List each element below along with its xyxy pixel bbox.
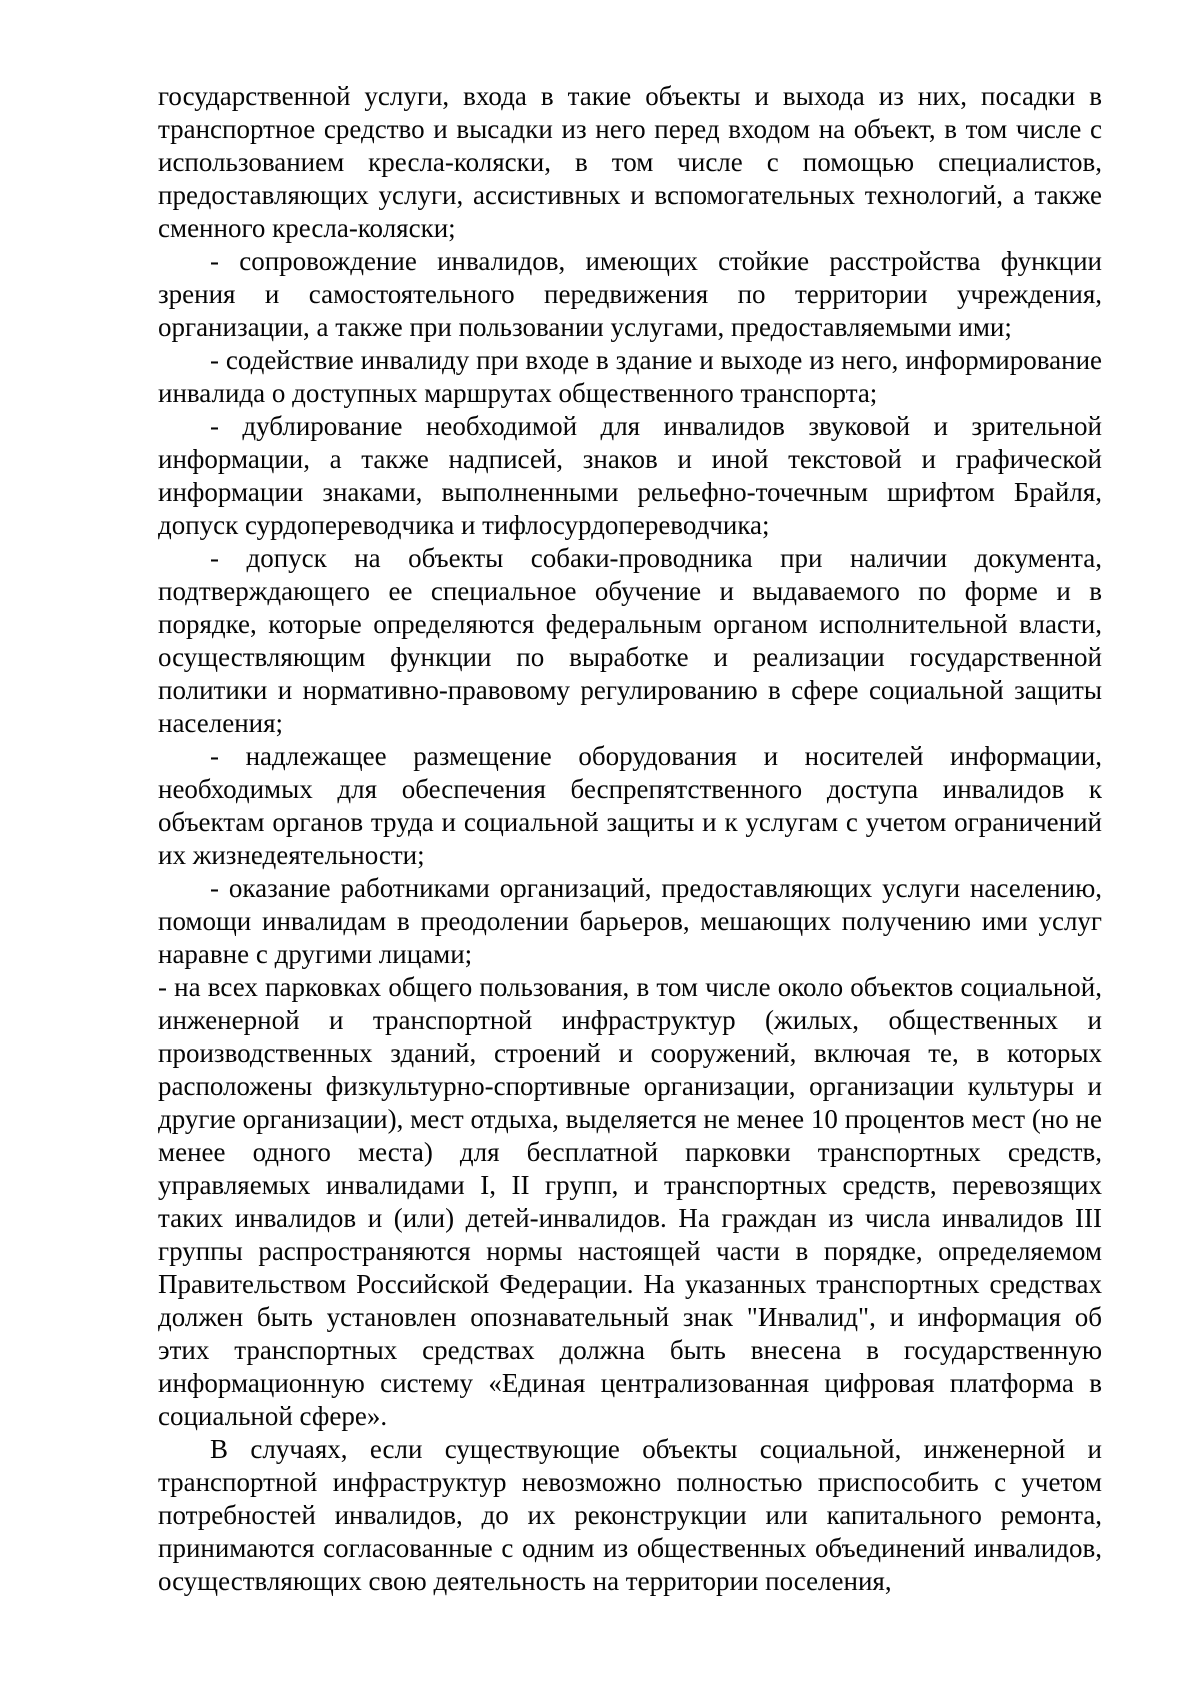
paragraph-9: В случаях, если существующие объекты социальной, инженерной и транспортной инфраструктур невозможно полностью приспособить с учетом потребностей инвалидов, до их реконструкции или капитального ремонта, принимаются согласованные с одним из общественных объединений инвалидов, осуществляющих свою деятельность на территории поселения, xyxy=(158,1434,1102,1596)
paragraph-3: - содействие инвалиду при входе в здание и выходе из него, информирование инвалида о доступных маршрутах общественного транспорта; xyxy=(158,345,1102,408)
paragraph-7: - оказание работниками организаций, предоставляющих услуги населению, помощи инвалидам в преодолении барьеров, мешающих получению ими услуг наравне с другими лицами; xyxy=(158,873,1102,969)
paragraph-1: государственной услуги, входа в такие объекты и выхода из них, посадки в транспортное средство и высадки из него перед входом на объект, в том числе с использованием кресла-коляски, в том числе с помощью специалистов, предоставляющих услуги, ассистивных и вспомогательных технологий, а также сменного кресла-коляски; xyxy=(158,81,1102,243)
document-body xyxy=(158,80,1102,1598)
paragraph-2: - сопровождение инвалидов, имеющих стойкие расстройства функции зрения и самостоятельного передвижения по территории учреждения, организации, а также при пользовании услугами, предоставляемыми ими; xyxy=(158,246,1102,342)
paragraph-5: - допуск на объекты собаки-проводника при наличии документа, подтверждающего ее специальное обучение и выдаваемого по форме и в порядке, которые определяются федеральным органом исполнительной власти, осуществляющим функции по выработке и реализации государственной политики и нормативно-правовому регулированию в сфере социальной защиты населения; xyxy=(158,543,1102,738)
paragraph-6: - надлежащее размещение оборудования и носителей информации, необходимых для обеспечения беспрепятственного доступа инвалидов к объектам органов труда и социальной защиты и к услугам с учетом ограничений их жизнедеятельности; xyxy=(158,741,1102,870)
paragraph-8: - на всех парковках общего пользования, в том числе около объектов социальной, инженерной и транспортной инфраструктур (жилых, общественных и производственных зданий, строений и сооружений, включая те, в которых расположены физкультурно-спортивные организации, организации культуры и другие организации), мест отдыха, выделяется не менее 10 процентов мест (но не менее одного места) для бесплатной парковки транспортных средств, управляемых инвалидами I, II групп, и транспортных средств, перевозящих таких инвалидов и (или) детей-инвалидов. На граждан из числа инвалидов III группы распространяются нормы настоящей части в порядке, определяемом Правительством Российской Федерации. На указанных транспортных средствах должен быть установлен опознавательный знак "Инвалид", и информация об этих транспортных средствах должна быть внесена в государственную информационную систему «Единая централизованная цифровая платформа в социальной сфере». xyxy=(158,972,1102,1431)
paragraph-4: - дублирование необходимой для инвалидов звуковой и зрительной информации, а также надписей, знаков и иной текстовой и графической информации знаками, выполненными рельефно-точечным шрифтом Брайля, допуск сурдопереводчика и тифлосурдопереводчика; xyxy=(158,411,1102,540)
